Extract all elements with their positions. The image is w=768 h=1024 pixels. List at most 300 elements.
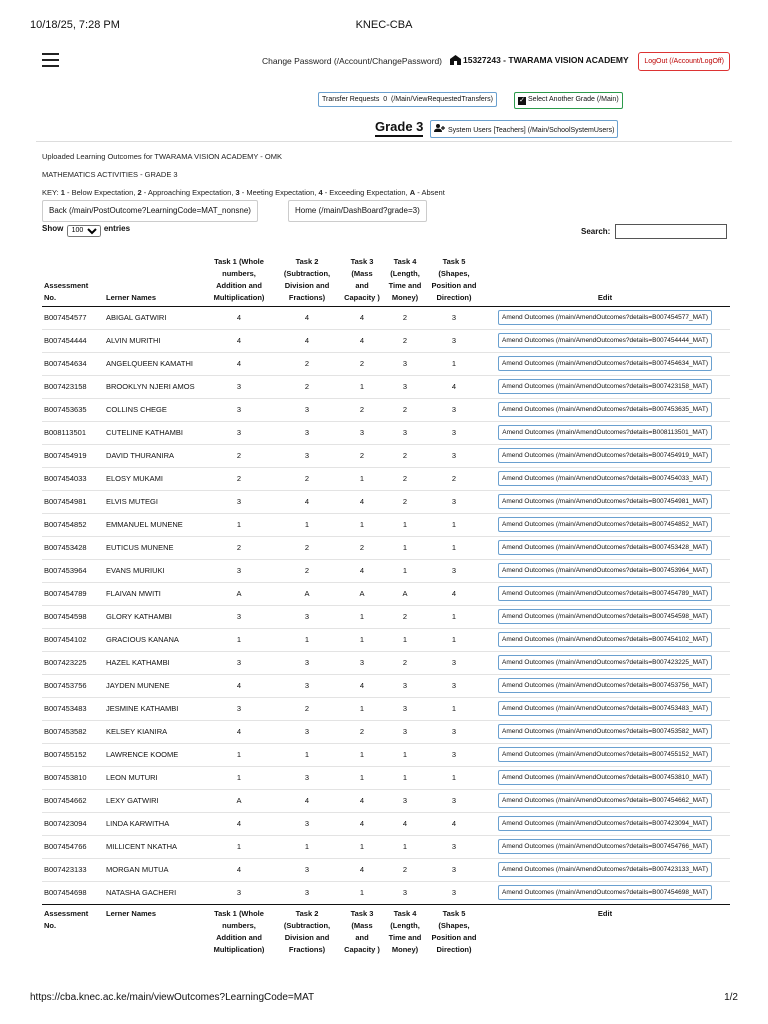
cell-task-3: 1	[342, 375, 382, 398]
cell-assessment-no: B007423225	[42, 651, 104, 674]
cell-edit	[480, 881, 730, 904]
cell-task-2: 4	[272, 490, 342, 513]
amend-outcomes-button[interactable]: Amend Outcomes (/main/AmendOutcomes?details=B007454766_MAT)	[498, 839, 712, 854]
cell-edit	[480, 628, 730, 651]
cell-assessment-no: B007454981	[42, 490, 104, 513]
cell-assessment-no: B007454698	[42, 881, 104, 904]
table-row	[42, 835, 730, 858]
print-title: KNEC-CBA	[355, 19, 413, 31]
cell-task-2: 3	[272, 605, 342, 628]
cell-task-1: 1	[206, 766, 272, 789]
foot-edit: Edit	[480, 904, 730, 958]
key-label: KEY:	[42, 188, 59, 197]
entries-select[interactable]	[67, 225, 101, 237]
cell-task-1: 3	[206, 605, 272, 628]
cell-task-5: 3	[428, 559, 480, 582]
cell-edit	[480, 651, 730, 674]
check-icon: ✓	[519, 97, 525, 104]
cell-edit	[480, 398, 730, 421]
amend-outcomes-button[interactable]: Amend Outcomes (/main/AmendOutcomes?details=B007423225_MAT)	[498, 655, 712, 670]
cell-task-1: 2	[206, 467, 272, 490]
cell-task-1: 2	[206, 536, 272, 559]
table-row	[42, 743, 730, 766]
cell-learner-name: NATASHA GACHERI	[104, 881, 206, 904]
search-label: Search:	[581, 227, 611, 236]
cell-task-5: 3	[428, 444, 480, 467]
grade-heading-row	[375, 118, 615, 136]
cell-task-5: 3	[428, 398, 480, 421]
print-header	[30, 19, 738, 33]
amend-outcomes-button[interactable]: Amend Outcomes (/main/AmendOutcomes?details=B007455152_MAT)	[498, 747, 712, 762]
cell-task-3: 3	[342, 421, 382, 444]
cell-edit	[480, 697, 730, 720]
table-row	[42, 513, 730, 536]
cell-task-4: 3	[382, 881, 428, 904]
amend-outcomes-button[interactable]: Amend Outcomes (/main/AmendOutcomes?details=B007454919_MAT)	[498, 448, 712, 463]
foot-assessment-no: Assessment No.	[42, 904, 104, 958]
cell-learner-name: CUTELINE KATHAMBI	[104, 421, 206, 444]
cell-edit	[480, 306, 730, 329]
amend-outcomes-button[interactable]: Amend Outcomes (/main/AmendOutcomes?details=B007454698_MAT)	[498, 885, 712, 900]
cell-task-3: 1	[342, 743, 382, 766]
cell-task-4: 2	[382, 858, 428, 881]
cell-assessment-no: B007454662	[42, 789, 104, 812]
cell-task-5: 1	[428, 766, 480, 789]
amend-outcomes-button[interactable]: Amend Outcomes (/main/AmendOutcomes?details=B007454634_MAT)	[498, 356, 712, 371]
amend-outcomes-button[interactable]: Amend Outcomes (/main/AmendOutcomes?details=B007453964_MAT)	[498, 563, 712, 578]
entries-control	[42, 224, 130, 237]
cell-task-1: 3	[206, 881, 272, 904]
col-task-3[interactable]: Task 3 (Mass and Capacity )	[342, 241, 382, 306]
amend-outcomes-button[interactable]: Amend Outcomes (/main/AmendOutcomes?details=B007423133_MAT)	[498, 862, 712, 877]
cell-assessment-no: B007423158	[42, 375, 104, 398]
cell-learner-name: ELVIS MUTEGI	[104, 490, 206, 513]
cell-assessment-no: B007453810	[42, 766, 104, 789]
transfer-requests-button[interactable]	[318, 92, 497, 107]
cell-task-4: 2	[382, 329, 428, 352]
cell-task-1: 4	[206, 674, 272, 697]
cell-task-4: 2	[382, 651, 428, 674]
cell-learner-name: FLAIVAN MWITI	[104, 582, 206, 605]
cell-edit	[480, 513, 730, 536]
table-row	[42, 628, 730, 651]
transfer-requests-label: Transfer Requests	[322, 96, 380, 103]
cell-task-3: 1	[342, 513, 382, 536]
table-row	[42, 697, 730, 720]
cell-task-1: 3	[206, 375, 272, 398]
cell-task-3: 1	[342, 605, 382, 628]
cell-task-2: 2	[272, 536, 342, 559]
table-row	[42, 605, 730, 628]
cell-task-2: 3	[272, 812, 342, 835]
cell-task-4: 3	[382, 697, 428, 720]
cell-assessment-no: B007454033	[42, 467, 104, 490]
foot-task-3: Task 3 (Mass and Capacity )	[342, 904, 382, 958]
cell-edit	[480, 605, 730, 628]
cell-task-2: 3	[272, 881, 342, 904]
foot-task-1: Task 1 (Whole numbers, Addition and Multiplication)	[206, 904, 272, 958]
home-button[interactable]: Home (/main/DashBoard?grade=3)	[288, 200, 427, 222]
key-4: 4	[318, 188, 323, 197]
key-3: 3	[235, 188, 240, 197]
cell-task-5: 1	[428, 605, 480, 628]
cell-learner-name: COLLINS CHEGE	[104, 398, 206, 421]
cell-edit	[480, 766, 730, 789]
cell-assessment-no: B007454634	[42, 352, 104, 375]
table-row	[42, 490, 730, 513]
cell-task-2: 1	[272, 743, 342, 766]
cell-learner-name: ALVIN MURITHI	[104, 329, 206, 352]
cell-task-3: 1	[342, 467, 382, 490]
cell-task-4: 2	[402, 313, 408, 322]
cell-learner-name: GRACIOUS KANANA	[104, 628, 206, 651]
cell-edit	[480, 329, 730, 352]
system-users-button[interactable]	[430, 120, 618, 138]
cell-assessment-no: B007454598	[42, 605, 104, 628]
cell-task-1: 2	[206, 444, 272, 467]
cell-edit	[480, 582, 730, 605]
cell-task-5: 3	[428, 421, 480, 444]
cell-task-5: 4	[428, 812, 480, 835]
col-task-2[interactable]: Task 2 (Subtraction, Division and Fractions)	[272, 241, 342, 306]
table-row	[42, 651, 730, 674]
cell-task-1: 3	[206, 559, 272, 582]
cell-task-2: 4	[304, 313, 310, 322]
cell-task-1: 3	[206, 421, 272, 444]
cell-task-4: 3	[382, 421, 428, 444]
amend-outcomes-button[interactable]: Amend Outcomes (/main/AmendOutcomes?details=B007454577_MAT)	[498, 310, 712, 325]
cell-learner-name: MORGAN MUTUA	[104, 858, 206, 881]
cell-task-3: 3	[342, 651, 382, 674]
cell-task-5: 3	[428, 881, 480, 904]
table-row	[42, 536, 730, 559]
cell-task-2: 3	[272, 674, 342, 697]
school-label: 15327243 - TWARAMA VISION ACADEMY	[463, 55, 629, 65]
cell-learner-name: JAYDEN MUNENE	[104, 674, 206, 697]
cell-task-2: 1	[272, 628, 342, 651]
cell-task-4: 1	[382, 766, 428, 789]
cell-assessment-no: B007454789	[42, 582, 104, 605]
cell-learner-name: MILLICENT NKATHA	[104, 835, 206, 858]
cell-assessment-no: B007423094	[42, 812, 104, 835]
select-grade-button[interactable]	[514, 92, 623, 109]
cell-learner-name: ABIGAL GATWIRI	[106, 313, 167, 322]
cell-task-2: 3	[272, 858, 342, 881]
cell-task-3: 1	[342, 881, 382, 904]
key-a: A	[409, 188, 416, 197]
cell-task-1: 1	[206, 743, 272, 766]
transfer-count-badge: 0	[383, 96, 388, 103]
cell-edit	[480, 444, 730, 467]
table-row	[42, 375, 730, 398]
cell-task-4: 2	[382, 467, 428, 490]
print-footer	[30, 992, 738, 1003]
cell-task-3: 1	[342, 628, 382, 651]
cell-task-3: 4	[342, 559, 382, 582]
cell-task-4: 1	[382, 743, 428, 766]
cell-task-4: 2	[382, 605, 428, 628]
cell-task-5: 1	[428, 628, 480, 651]
cell-task-3: 2	[342, 398, 382, 421]
cell-task-5: 1	[428, 536, 480, 559]
cell-task-5: 3	[428, 490, 480, 513]
cell-learner-name: ELOSY MUKAMI	[104, 467, 206, 490]
print-url: https://cba.knec.ac.ke/main/viewOutcomes?LearningCode=MAT	[30, 992, 315, 1003]
cell-edit	[480, 421, 730, 444]
cell-task-2: 3	[272, 651, 342, 674]
amend-outcomes-button[interactable]: Amend Outcomes (/main/AmendOutcomes?details=B007423094_MAT)	[498, 816, 712, 831]
cell-task-4: 1	[382, 559, 428, 582]
cell-task-2: A	[272, 582, 342, 605]
foot-task-4: Task 4 (Length, Time and Money)	[382, 904, 428, 958]
col-task-4[interactable]: Task 4 (Length, Time and Money)	[382, 241, 428, 306]
foot-task-5: Task 5 (Shapes, Position and Direction)	[428, 904, 480, 958]
cell-task-1: 4	[206, 329, 272, 352]
cell-task-3: 4	[342, 789, 382, 812]
key-a-text: - Absent	[415, 188, 445, 197]
school-name	[450, 55, 629, 65]
col-assessment-no[interactable]: Assessment No.	[42, 241, 104, 306]
cell-assessment-no: B007454919	[42, 444, 104, 467]
cell-learner-name: HAZEL KATHAMBI	[104, 651, 206, 674]
cell-task-3: 2	[342, 536, 382, 559]
cell-assessment-no: B007453582	[42, 720, 104, 743]
cell-edit	[480, 536, 730, 559]
foot-task-2: Task 2 (Subtraction, Division and Fractions)	[272, 904, 342, 958]
amend-outcomes-button[interactable]: Amend Outcomes (/main/AmendOutcomes?details=B008113501_MAT)	[498, 425, 712, 440]
logout-button[interactable]: LogOut (/Account/LogOff)	[638, 52, 730, 71]
cell-task-3: 1	[342, 835, 382, 858]
cell-task-3: 4	[342, 674, 382, 697]
entries-label: entries	[103, 224, 131, 233]
cell-task-5: 3	[428, 720, 480, 743]
cell-edit	[480, 490, 730, 513]
cell-task-1: 1	[206, 628, 272, 651]
cell-task-3: 4	[342, 812, 382, 835]
cell-task-4: 1	[382, 513, 428, 536]
col-edit[interactable]: Edit	[480, 241, 730, 306]
cell-assessment-no: B007453483	[42, 697, 104, 720]
table-row	[42, 306, 730, 329]
cell-edit	[480, 720, 730, 743]
table-row	[42, 881, 730, 904]
cell-assessment-no: B007454444	[42, 329, 104, 352]
select-grade-label: Select Another Grade (/Main)	[528, 96, 619, 103]
table-body	[42, 306, 730, 904]
cell-task-2: 3	[272, 398, 342, 421]
cell-task-1: 4	[206, 858, 272, 881]
cell-task-5: 3	[428, 651, 480, 674]
table-row	[42, 467, 730, 490]
cell-edit	[480, 375, 730, 398]
amend-outcomes-button[interactable]: Amend Outcomes (/main/AmendOutcomes?details=B007454662_MAT)	[498, 793, 712, 808]
cell-learner-name: DAVID THURANIRA	[104, 444, 206, 467]
amend-outcomes-button[interactable]: Amend Outcomes (/main/AmendOutcomes?details=B007454444_MAT)	[498, 333, 712, 348]
cell-learner-name: EUTICUS MUNENE	[104, 536, 206, 559]
cell-assessment-no: B007453428	[42, 536, 104, 559]
cell-task-5: 3	[451, 313, 457, 322]
cell-task-2: 3	[272, 720, 342, 743]
cell-task-2: 3	[272, 421, 342, 444]
key-2-text: - Approaching Expectation,	[141, 188, 236, 197]
cell-task-1: 1	[206, 513, 272, 536]
cell-assessment-no: B007455152	[42, 743, 104, 766]
amend-outcomes-button[interactable]: Amend Outcomes (/main/AmendOutcomes?details=B007453483_MAT)	[498, 701, 712, 716]
cell-task-2: 2	[272, 559, 342, 582]
cell-edit	[480, 789, 730, 812]
key-1: 1	[60, 188, 65, 197]
cell-learner-name: ANGELQUEEN KAMATHI	[104, 352, 206, 375]
cell-task-5: 4	[428, 375, 480, 398]
key-legend	[42, 188, 445, 197]
cell-assessment-no: B007453635	[42, 398, 104, 421]
cell-task-3: 2	[342, 720, 382, 743]
table-header-row	[42, 241, 730, 306]
table-row	[42, 559, 730, 582]
cell-task-1: 3	[206, 398, 272, 421]
cell-task-1: 3	[206, 490, 272, 513]
amend-outcomes-button[interactable]: Amend Outcomes (/main/AmendOutcomes?details=B007423158_MAT)	[498, 379, 712, 394]
cell-task-4: 2	[382, 398, 428, 421]
cell-edit	[480, 559, 730, 582]
amend-outcomes-button[interactable]: Amend Outcomes (/main/AmendOutcomes?details=B007453756_MAT)	[498, 678, 712, 693]
cell-learner-name: KELSEY KIANIRA	[104, 720, 206, 743]
cell-task-3: A	[342, 582, 382, 605]
cell-task-1: 3	[206, 697, 272, 720]
table-row	[42, 789, 730, 812]
key-2: 2	[137, 188, 142, 197]
amend-outcomes-button[interactable]: Amend Outcomes (/main/AmendOutcomes?details=B007454981_MAT)	[498, 494, 712, 509]
cell-assessment-no: B008113501	[42, 421, 104, 444]
cell-task-1: A	[206, 789, 272, 812]
cell-task-3: 1	[342, 766, 382, 789]
table-row	[42, 858, 730, 881]
amend-outcomes-button[interactable]: Amend Outcomes (/main/AmendOutcomes?details=B007453810_MAT)	[498, 770, 712, 785]
cell-assessment-no: B007454766	[42, 835, 104, 858]
cell-learner-name: LAWRENCE KOOME	[104, 743, 206, 766]
table-row	[42, 766, 730, 789]
table-row	[42, 329, 730, 352]
cell-assessment-no: B007454102	[42, 628, 104, 651]
search-input[interactable]	[615, 224, 727, 239]
cell-task-4: 3	[382, 674, 428, 697]
col-task-1[interactable]: Task 1 (Whole numbers, Addition and Multiplication)	[206, 241, 272, 306]
cell-learner-name: EMMANUEL MUNENE	[104, 513, 206, 536]
cell-task-1: 4	[236, 313, 242, 322]
cell-task-1: A	[206, 582, 272, 605]
page-number: 1/2	[724, 992, 738, 1003]
cell-task-3: 4	[342, 858, 382, 881]
cell-task-5: 3	[428, 329, 480, 352]
cell-learner-name: GLORY KATHAMBI	[104, 605, 206, 628]
cell-task-2: 3	[272, 766, 342, 789]
table-row	[42, 582, 730, 605]
uploaded-text: Uploaded Learning Outcomes for TWARAMA VISION ACADEMY - OMK	[42, 152, 282, 161]
cell-edit	[480, 743, 730, 766]
amend-outcomes-button[interactable]: Amend Outcomes (/main/AmendOutcomes?details=B007453582_MAT)	[498, 724, 712, 739]
cell-task-1: 4	[206, 812, 272, 835]
cell-assessment-no: B007453964	[42, 559, 104, 582]
cell-task-2: 4	[272, 329, 342, 352]
cell-task-2: 4	[272, 789, 342, 812]
cell-task-5: 3	[428, 743, 480, 766]
cell-task-2: 1	[272, 835, 342, 858]
hamburger-menu-icon[interactable]	[42, 53, 59, 69]
cell-task-2: 3	[272, 444, 342, 467]
show-label: Show	[42, 224, 64, 233]
cell-assessment-no: B007423133	[42, 858, 104, 881]
cell-assessment-no: B007454852	[42, 513, 104, 536]
cell-learner-name: JESMINE KATHAMBI	[104, 697, 206, 720]
add-user-icon	[434, 124, 446, 132]
cell-edit	[480, 674, 730, 697]
back-button[interactable]: Back (/main/PostOutcome?LearningCode=MAT_nonsne)	[42, 200, 258, 222]
amend-outcomes-button[interactable]: Amend Outcomes (/main/AmendOutcomes?details=B007454598_MAT)	[498, 609, 712, 624]
system-users-label: System Users [Teachers] (/Main/SchoolSystemUsers)	[447, 127, 615, 134]
subject-text: MATHEMATICS ACTIVITIES - GRADE 3	[42, 170, 178, 179]
cell-task-5: 3	[428, 789, 480, 812]
cell-learner-name: BROOKLYN NJERI AMOS	[104, 375, 206, 398]
cell-task-4: 2	[382, 490, 428, 513]
amend-outcomes-button[interactable]: Amend Outcomes (/main/AmendOutcomes?details=B007454033_MAT)	[498, 471, 712, 486]
cell-task-4: 3	[382, 352, 428, 375]
col-task-5[interactable]: Task 5 (Shapes, Position and Direction)	[428, 241, 480, 306]
transfer-path: (/Main/ViewRequestedTransfers)	[391, 96, 493, 103]
change-password-link[interactable]: Change Password (/Account/ChangePassword)	[262, 56, 443, 66]
cell-task-5: 3	[428, 858, 480, 881]
cell-task-2: 2	[272, 697, 342, 720]
amend-outcomes-button[interactable]: Amend Outcomes (/main/AmendOutcomes?details=B007454852_MAT)	[498, 517, 712, 532]
cell-task-3: 4	[342, 490, 382, 513]
cell-task-2: 2	[272, 375, 342, 398]
cell-task-4: 1	[382, 628, 428, 651]
amend-outcomes-button[interactable]: Amend Outcomes (/main/AmendOutcomes?details=B007453428_MAT)	[498, 540, 712, 555]
print-datetime: 10/18/25, 7:28 PM	[30, 19, 120, 31]
cell-learner-name: LEON MUTURI	[104, 766, 206, 789]
key-4-text: - Exceeding Expectation,	[322, 188, 410, 197]
cell-task-2: 2	[272, 467, 342, 490]
cell-task-4: 2	[382, 444, 428, 467]
table-row	[42, 421, 730, 444]
cell-assessment-no: B007453756	[42, 674, 104, 697]
amend-outcomes-button[interactable]: Amend Outcomes (/main/AmendOutcomes?details=B007454102_MAT)	[498, 632, 712, 647]
amend-outcomes-button[interactable]: Amend Outcomes (/main/AmendOutcomes?details=B007453635_MAT)	[498, 402, 712, 417]
cell-edit	[480, 835, 730, 858]
top-navbar	[42, 50, 730, 74]
cell-learner-name: LEXY GATWIRI	[104, 789, 206, 812]
cell-task-4: 1	[382, 835, 428, 858]
cell-task-3: 1	[342, 697, 382, 720]
cell-task-4: 1	[382, 536, 428, 559]
table-row	[42, 674, 730, 697]
cell-task-3: 2	[342, 444, 382, 467]
col-learner-names[interactable]: Lerner Names	[104, 241, 206, 306]
amend-outcomes-button[interactable]: Amend Outcomes (/main/AmendOutcomes?details=B007454789_MAT)	[498, 586, 712, 601]
cell-task-3: 2	[342, 352, 382, 375]
table-row	[42, 352, 730, 375]
cell-task-1: 4	[206, 352, 272, 375]
cell-task-5: 4	[428, 582, 480, 605]
cell-learner-name: LINDA KARWITHA	[104, 812, 206, 835]
cell-task-4: A	[382, 582, 428, 605]
foot-learner-names: Lerner Names	[104, 904, 206, 958]
table-row	[42, 444, 730, 467]
cell-task-1: 3	[206, 651, 272, 674]
table-footer-row	[42, 904, 730, 958]
cell-task-5: 1	[428, 697, 480, 720]
cell-task-5: 1	[428, 352, 480, 375]
school-icon	[450, 55, 461, 65]
